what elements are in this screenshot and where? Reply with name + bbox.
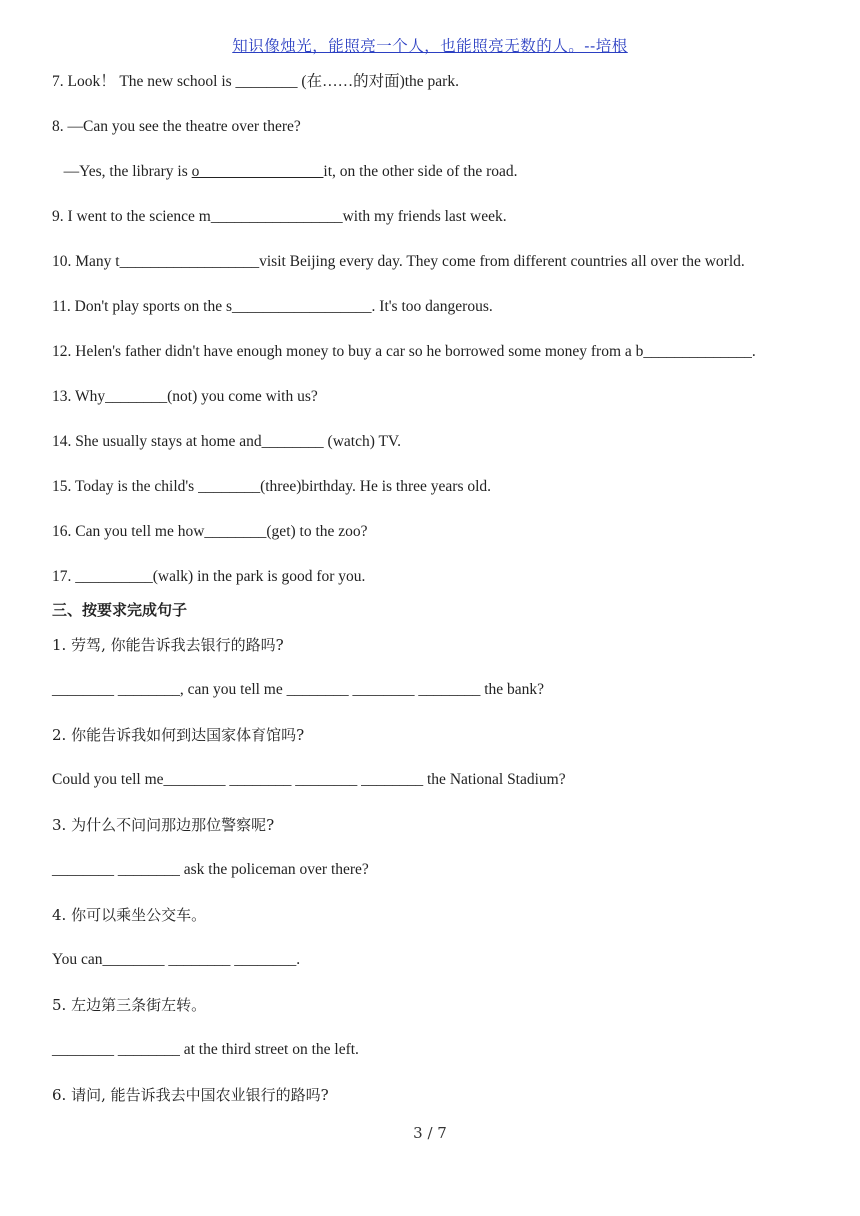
question-11 — [52, 297, 493, 317]
sentence-3-chinese: 3. 为什么不问问那边那位警察呢? — [52, 816, 275, 834]
question-11-post: . It's too dangerous. — [371, 298, 493, 315]
section-3-heading: 三、按要求完成句子 — [52, 601, 188, 619]
sentence-1-english: ________ ________, can you tell me ________ ________ ________ the bank? — [52, 681, 545, 698]
question-9-post: with my friends last week. — [342, 208, 507, 225]
question-8-answer — [52, 162, 518, 182]
question-9 — [52, 207, 507, 227]
page-number: 3 / 7 — [413, 1124, 447, 1142]
sentence-1-chinese: 1. 劳驾, 你能告诉我去银行的路吗? — [52, 636, 284, 654]
question-9-blank: m_________________ — [198, 208, 343, 225]
question-11-blank: s__________________ — [226, 298, 372, 315]
sentence-5-english: ________ ________ at the third street on the left. — [52, 1041, 359, 1058]
question-8-pre: —Yes, the library is — [52, 163, 192, 180]
question-7: 7. Look！ The new school is ________ (在……的对面)the park. — [52, 73, 459, 90]
sentence-2-english: Could you tell me________ ________ ________ ________ the National Stadium? — [52, 771, 566, 788]
question-10-post: visit Beijing every day. They come from different countries all over the world. — [259, 253, 745, 270]
question-12-pre: 12. Helen's father didn't have enough money to buy a car so he borrowed some money from a — [52, 343, 636, 360]
question-9-pre: 9. I went to the science — [52, 208, 199, 225]
question-8-prompt: 8. —Can you see the theatre over there? — [52, 118, 301, 135]
question-11-pre: 11. Don't play sports on the — [52, 298, 226, 315]
question-10 — [52, 252, 745, 272]
question-8-blank: o________________ — [191, 163, 324, 180]
question-12-blank: b______________ — [635, 343, 752, 360]
page-header-quote: 知识像烛光，能照亮一个人，也能照亮无数的人。--培根 — [232, 37, 628, 55]
question-16: 16. Can you tell me how________(get) to the zoo? — [52, 523, 368, 540]
question-12-post: . — [751, 343, 756, 360]
sentence-2-chinese: 2. 你能告诉我如何到达国家体育馆吗? — [52, 726, 305, 744]
question-17: 17. __________(walk) in the park is good for you. — [52, 568, 366, 585]
sentence-4-chinese: 4. 你可以乘坐公交车。 — [52, 906, 207, 924]
sentence-6-chinese: 6. 请问, 能告诉我去中国农业银行的路吗? — [52, 1086, 329, 1104]
question-14: 14. She usually stays at home and________ (watch) TV. — [52, 433, 401, 450]
question-10-pre: 10. Many — [52, 253, 116, 270]
question-8-post: it, on the other side of the road. — [323, 163, 518, 180]
sentence-4-english: You can________ ________ ________. — [52, 951, 301, 968]
question-15: 15. Today is the child's ________(three)birthday. He is three years old. — [52, 478, 492, 495]
question-12 — [52, 342, 756, 362]
question-13: 13. Why________(not) you come with us? — [52, 388, 318, 405]
sentence-5-chinese: 5. 左边第三条街左转。 — [52, 996, 207, 1014]
sentence-3-english: ________ ________ ask the policeman over there? — [52, 861, 369, 878]
question-10-blank: t__________________ — [115, 253, 260, 270]
